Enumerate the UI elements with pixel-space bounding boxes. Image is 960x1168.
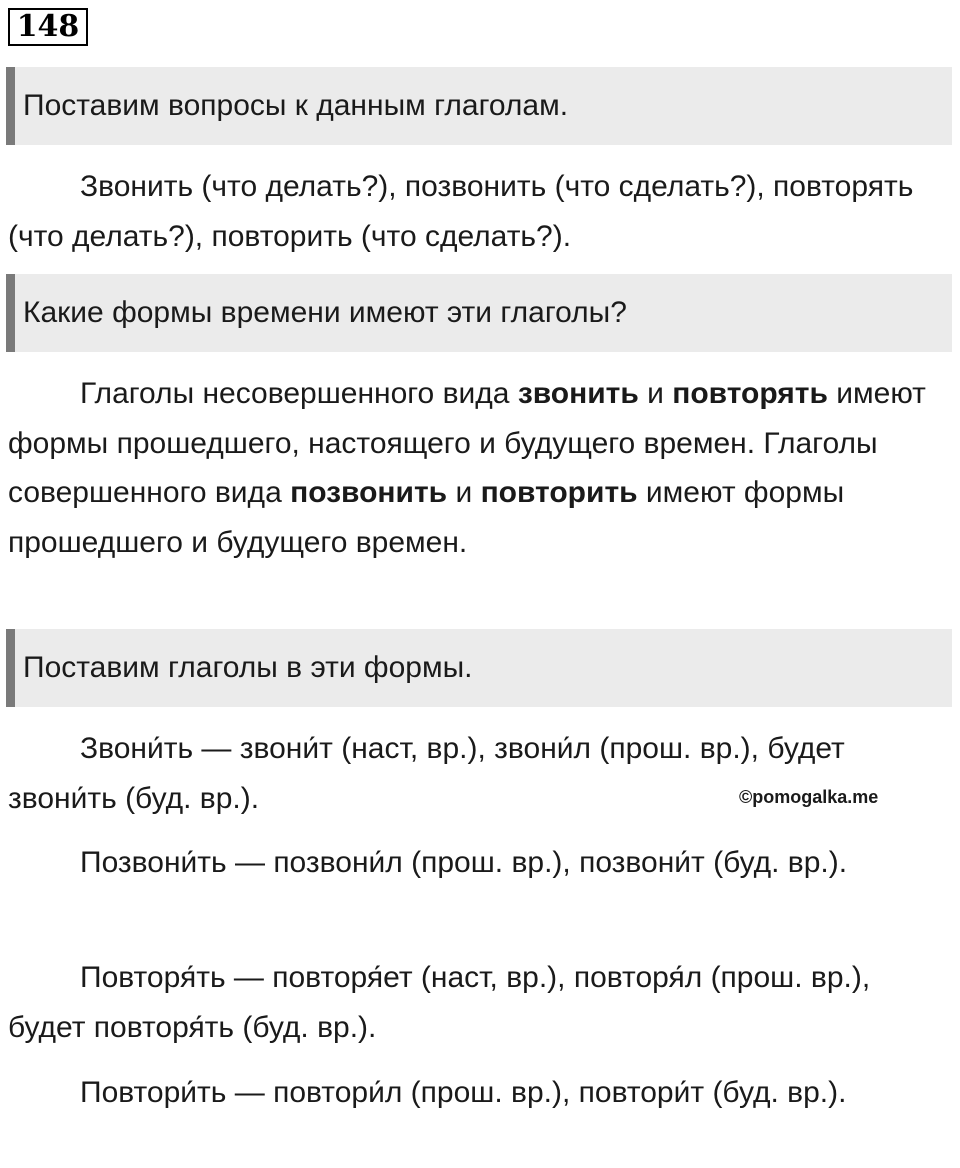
answer-2-bold-povtoryat: повторять: [672, 377, 828, 410]
answer-2-bold-pozvonit: позвонить: [290, 476, 448, 509]
answer-3-povtoryat: Повторя́ть — повторя́ет (наст, вр.), повторя́л (прош. вр.), будет повторя́ть (буд. вр.).: [8, 961, 871, 1044]
answer-3-zvonit: Звони́ть — звони́т (наст, вр.), звони́л (прош. вр.), будет звони́ть (буд. вр.).: [8, 732, 845, 815]
answer-3-pozvonit: Позвони́ть — позвони́л (прош. вр.), позвони́т (буд. вр.).: [80, 846, 848, 879]
question-1: Поставим вопросы к данным глаголам.: [6, 67, 952, 145]
answer-1: Звонить (что делать?), позвонить (что сделать?), повторять (что делать?), повторить (что сделать?).: [8, 170, 914, 253]
answer-2: [8, 369, 938, 567]
question-3: Поставим глаголы в эти формы.: [6, 629, 952, 707]
watermark: ©pomogalka.me: [739, 787, 879, 807]
answer-2-bold-povtorit: повторить: [480, 476, 638, 509]
answer-3-povtorit: Повтори́ть — повтори́л (прош. вр.), повтори́т (буд. вр.).: [80, 1076, 847, 1109]
answer-2-text-2: и: [638, 377, 673, 410]
answer-2-bold-zvonit: звонить: [517, 377, 639, 410]
answer-2-text-1: Глаголы несовершенного вида: [80, 377, 518, 410]
answer-2-text-3: имеют формы прошедшего, настоящего и будущего времен. Глаголы совершенного вида: [8, 377, 926, 509]
answer-2-text-4: и: [447, 476, 481, 509]
task-number: 148: [8, 8, 88, 46]
answer-2-text-5: имеют формы прошедшего и будущего времен.: [8, 476, 845, 559]
question-2: Какие формы времени имеют эти глаголы?: [6, 274, 952, 352]
